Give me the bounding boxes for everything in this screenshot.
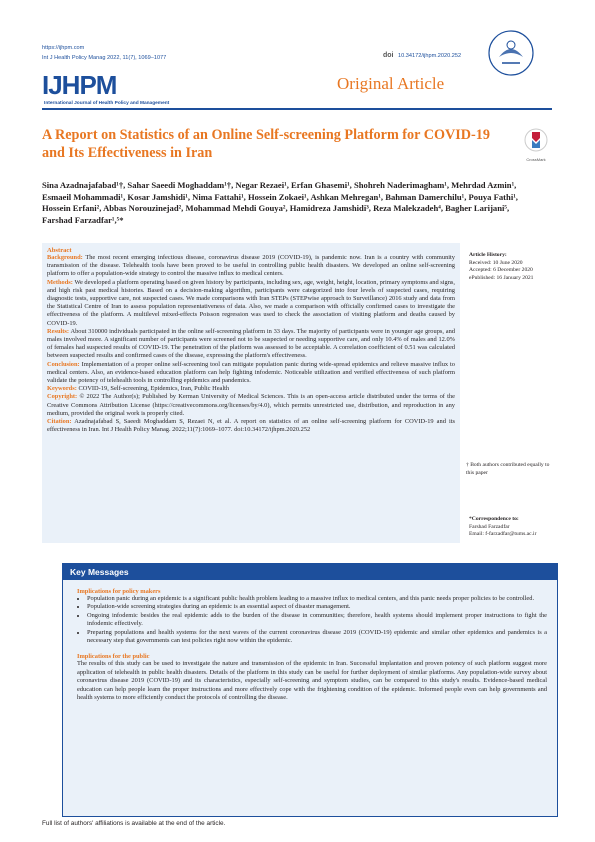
received-date: Received: 10 June 2020 — [469, 259, 523, 266]
conclusion-text: Implementation of a proper online self-screening tool can mitigate population panic during wide-spread epidemics and relieve massive influx to medical centers. Also, an evidence-based education platform can help fighting infodemic. Noticeable utilization and verified effectiveness of such platform validate the potency of telehealth tools in controlling epidemics and pandemics. — [47, 360, 455, 385]
key-messages-box — [62, 563, 558, 817]
conclusion-label: Conclusion: — [47, 360, 80, 368]
citation-line: Int J Health Policy Manag 2022, 11(7), 1069–1077 — [42, 55, 167, 61]
policy-list — [77, 595, 547, 645]
article-type: Original Article — [337, 74, 445, 93]
journal-logo: IJHPM — [42, 70, 117, 100]
keywords-label: Keywords: — [47, 385, 77, 393]
article-title: A Report on Statistics of an Online Self-screening Platform for COVID-19 and Its Effectiveness in Iran — [42, 127, 490, 161]
abstract-heading: Abstract — [47, 247, 72, 254]
copyright-text: © 2022 The Author(s); Published by Kerman University of Medical Sciences. This is an open-access article distributed under the terms of the Creative Commons Attribution License (https://creativecommons.org/licenses/by/4.0), which permits unrestricted use, distribution, and reproduction in any medium, provided the original work is properly cited. — [47, 393, 455, 417]
crossmark-label: CrossMark — [526, 157, 546, 162]
public-text: The results of this study can be used to investigate the nature and transmission of the epidemic in Iran. Successful implantation and proven potency of such platform suggest more application of telehealth in public health disasters. Details of the platform in this study can be useful for further deployment of similar platforms. Any population-wide survey about coronavirus disease 2019 (COVID-19) and its characteristics, especially self-screening and symptom studies, can be compared to this study's results. Evidence-based medical education can help people learn the proper instructions and more effectively cope with the frightening condition of the epidemic. Informed people even can help governments and health systems to more efficiently conduct the protocols of controlling the disease. — [77, 660, 547, 702]
affiliations-note: Full list of authors' affiliations is available at the end of the article. — [42, 820, 226, 827]
accepted-date: Accepted: 6 December 2020 — [469, 267, 533, 274]
corr-email[interactable]: Email: f-farzadfar@tums.ac.ir — [469, 531, 537, 538]
journal-url[interactable]: https://ijhpm.com — [42, 45, 85, 51]
citation-text: Azadnajafabad S, Saeedi Moghaddam S, Rezaei N, et al. A report on statistics of an online self-screening platform for COVID-19 and its effectiveness in Iran. Int J Health Policy Manag. 2022;11(7):1069–1077. doi:10.34172/ijhpm.2020.252 — [47, 418, 455, 434]
epublished-date: ePublished: 16 January 2021 — [469, 274, 534, 281]
journal-subtitle: International Journal of Health Policy and Management — [44, 101, 170, 106]
background-text: The most recent emerging infectious disease, coronavirus disease 2019 (COVID-19), is pandemic now. Iran is a country with community transmission of the disease. Telehealth tools have been proved to be useful in controlling public health disasters. We developed an online self-screening platform to offer a population-wide strategy to control the massive influx to medical centers. — [47, 254, 456, 278]
corr-label: *Correspondence to: — [469, 516, 519, 522]
list-item: • Ongoing infodemic besides the real epidemic adds to the burden of the disease in communities; therefore, health systems should implement proper instructions to fight the infodemic effectively. — [87, 612, 547, 629]
list-item: • Population-wide screening strategies during an epidemic is an essential aspect of disaster management. — [87, 603, 547, 611]
doi-label: doi — [383, 52, 394, 59]
policy-heading: Implications for policy makers — [77, 588, 161, 595]
key-messages-heading: Key Messages — [63, 564, 557, 580]
crossmark-icon[interactable] — [521, 128, 551, 162]
public-heading: Implications for the public — [77, 653, 150, 661]
article-history — [469, 252, 555, 282]
author-list: Sina Azadnajafabad¹†, Sahar Saeedi Moghaddam¹†, Negar Rezaei¹, Erfan Ghasemi¹, Shohreh Naderimagham¹, Mehrdad Azmin¹, Esmaeil Mohammadi¹, Kosar Jamshidi¹, Nima Fattahi¹, Hossein Zokaei¹, Ashkan Mehregan¹, Bahman Damerchilu¹, Pouya Fathi¹, Hossein Erfani², Abbas Norouzinejad², Mohammad Mehdi Gouya², Hamidreza Jamshidi³, Reza Malekzadeh⁴, Bagher Larijani⁵, Farshad Farzadfar¹,⁵* — [42, 180, 518, 225]
results-label: Results: — [47, 327, 70, 335]
methods-label: Methods: — [47, 278, 73, 286]
list-item: • Population panic during an epidemic is a significant public health problem leading to a massive influx to medical centers, and this panic needs proper policies to be controlled. — [87, 595, 547, 603]
abstract-content — [47, 247, 455, 434]
list-item: • Preparing populations and health systems for the next waves of the current coronavirus disease 2019 (COVID-19) epidemic and similar other epidemics and pandemics is a necessary step that governments can test policies right now within the epidemic. — [87, 629, 547, 646]
correspondence — [469, 516, 559, 539]
header-divider — [42, 108, 552, 110]
history-label: Article History: — [469, 252, 507, 258]
citation-label: Citation: — [47, 418, 72, 426]
results-text: About 310000 individuals participated in the online self-screening platform in 33 days. The majority of participants were in younger age groups, and males involved more. A significant number of participants were screened not to be suspected or needing supportive care, and only 10.4% of males and 12.0% of females had suspected results of COVID-19. The penetration of the platform was assessed to be acceptable. A correlation coefficient of 0.51 was calculated between suspected results and confirmed cases of the disease, expressing the platform's effectiveness. — [47, 327, 455, 360]
equal-contribution-note: † Both authors contributed equally to this paper — [466, 462, 550, 476]
journal-emblem-icon — [476, 27, 546, 77]
keywords-text: COVID-19, Self-screening, Epidemics, Iran, Public Health — [78, 385, 230, 393]
corr-name: Farshad Farzadfar — [469, 523, 510, 530]
background-label: Background: — [47, 254, 83, 261]
methods-text: We developed a platform operating based on given history by participants, including sex, age, weight, height, location, primary symptoms and signs, and high risk past medical histories. Based on a decision-making algorithm, participants were categorized into four levels of suspected cases, requiring diagnostic tests, supportive care, not suspected cases. We made comparisons with Iran STEPs (STEPwise approach to Surveillance) 2016 study and data from the Statistical Centre of Iran to assess population representativeness of data. Also, we made a comparison with officially confirmed cases to investigate the effectiveness of the platform. A multilevel mixed-effects Poisson regression was used to check the association of visiting platform and deaths caused by COVID-19. — [47, 278, 456, 327]
copyright-label: Copyright: — [47, 393, 78, 401]
doi-link[interactable]: 10.34172/ijhpm.2020.252 — [398, 53, 462, 59]
